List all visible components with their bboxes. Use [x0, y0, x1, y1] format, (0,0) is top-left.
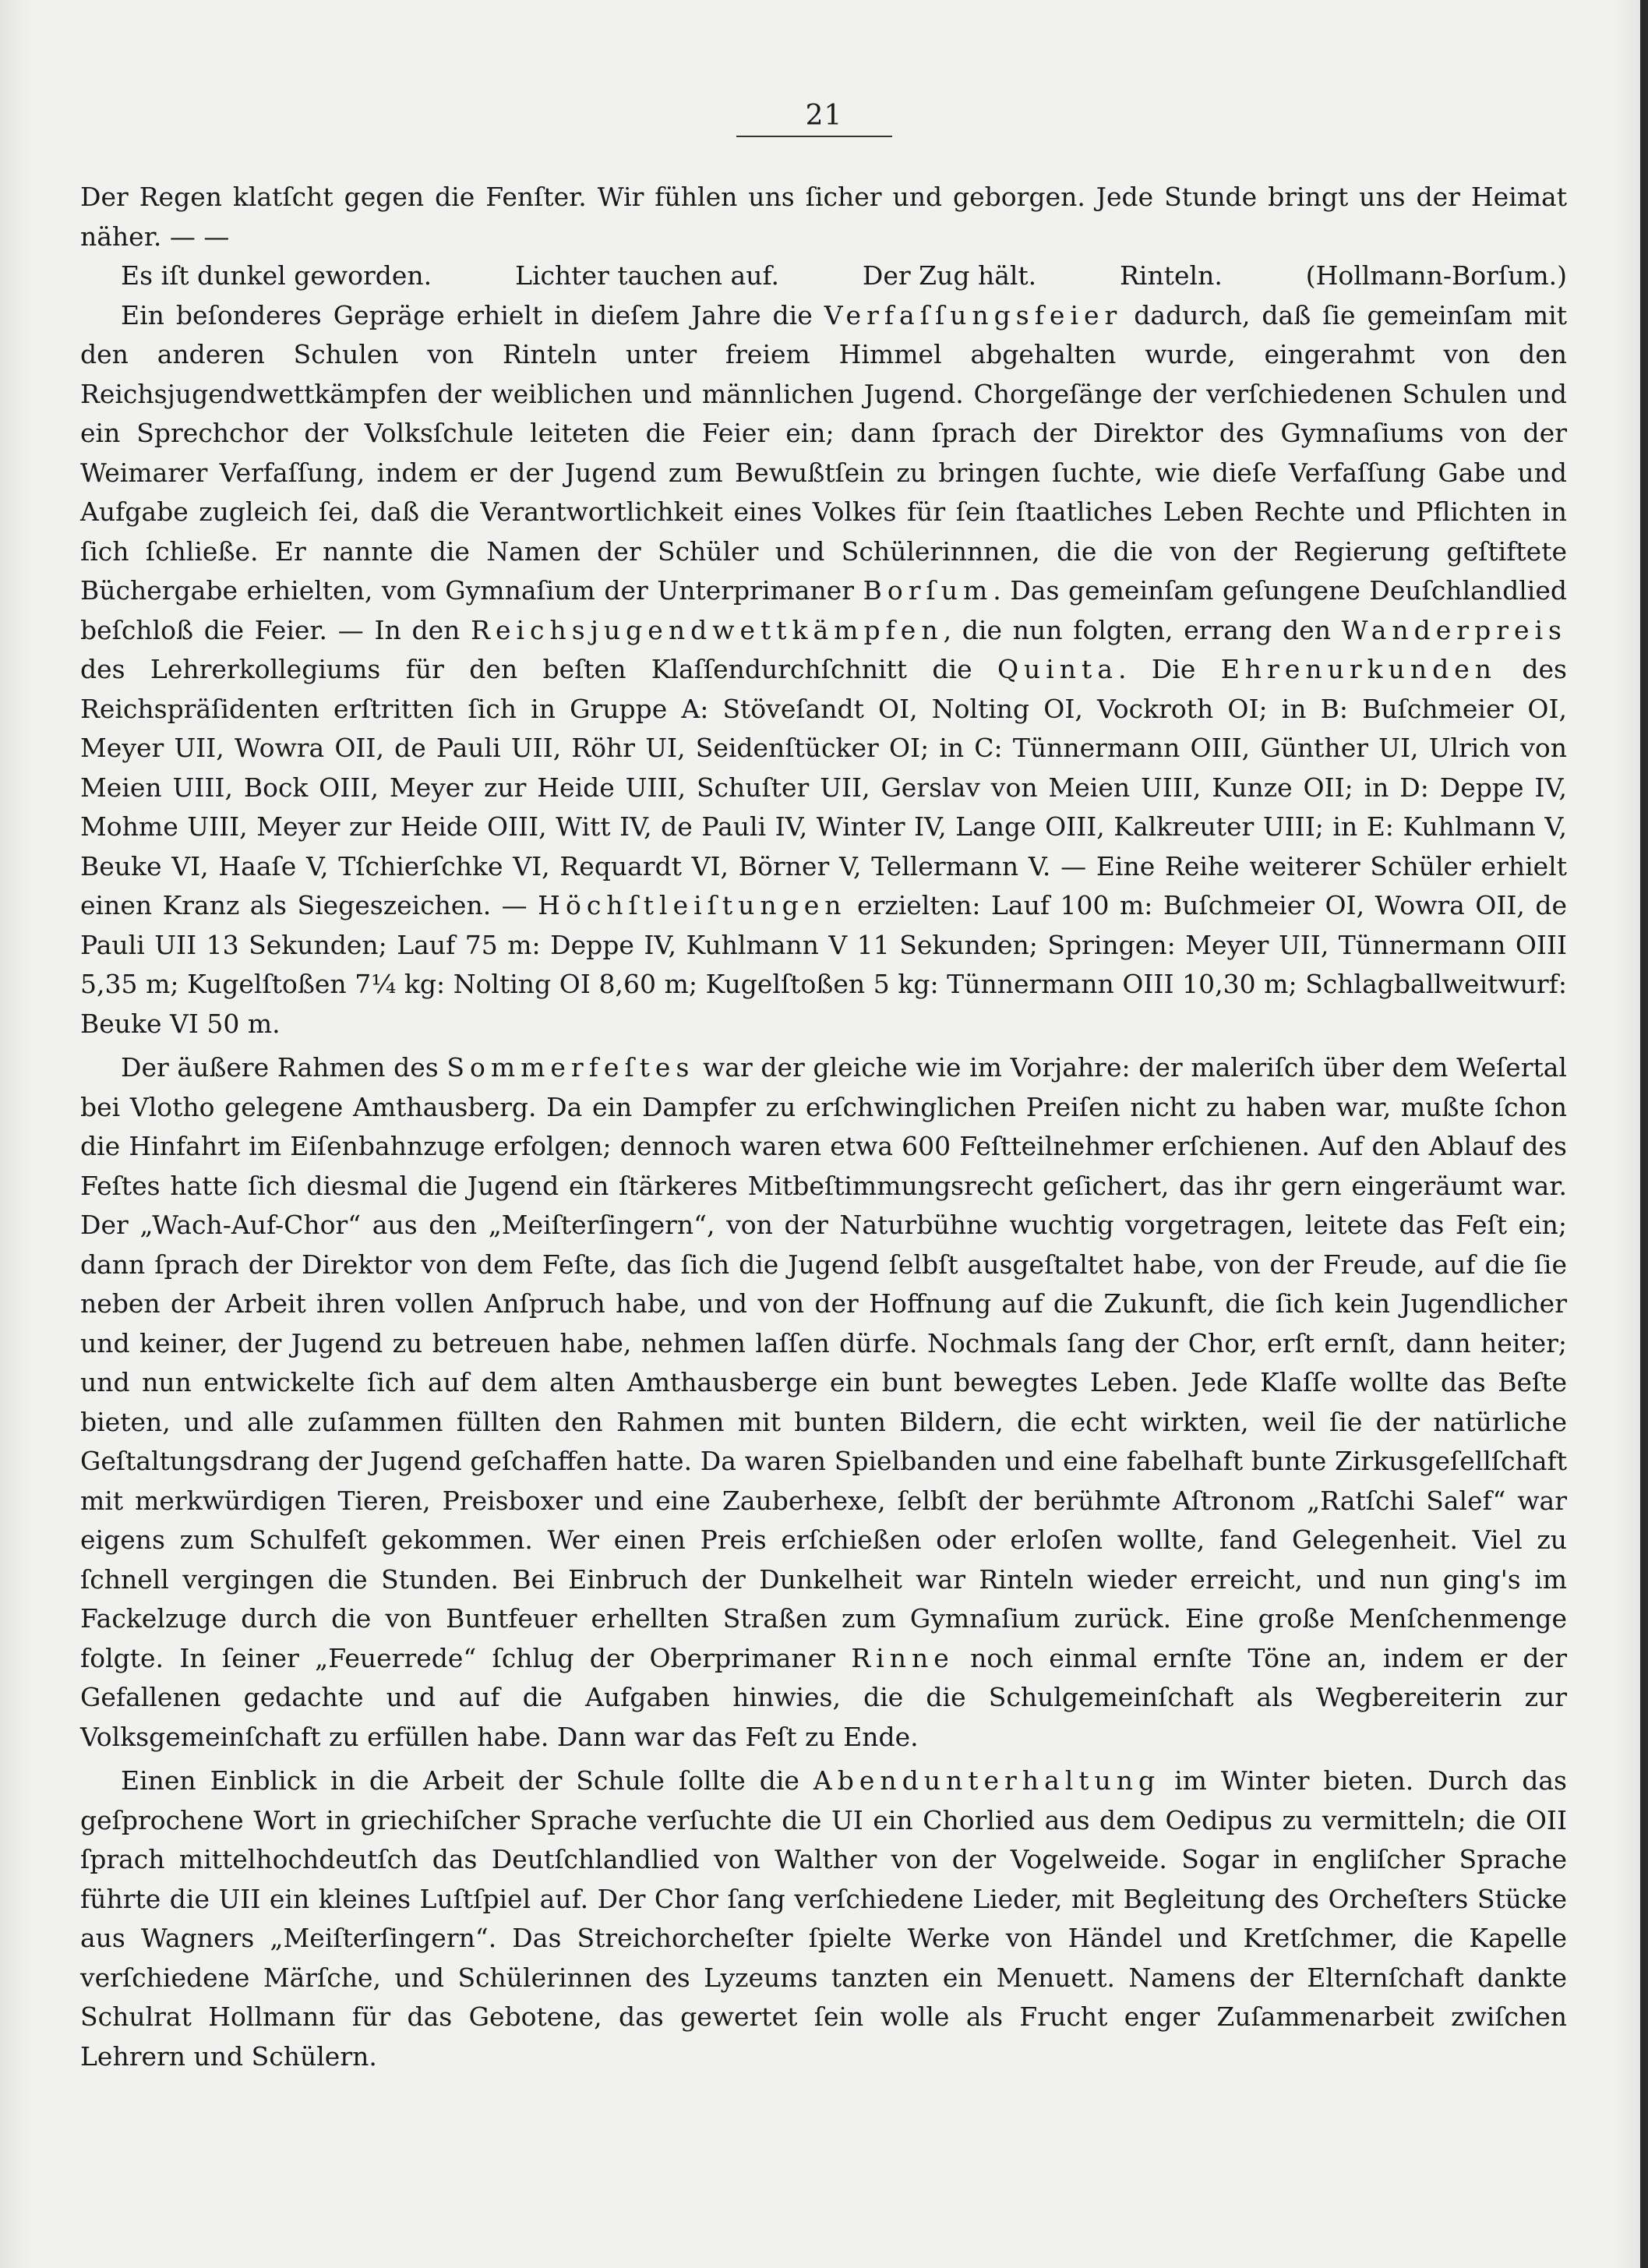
paragraph-abendunterhaltung — [80, 1761, 1567, 2076]
spaced-term: Höchſtleiſtungen — [538, 890, 847, 920]
text-run: erzielten: Lauf 100 m: Buſchmeier OI, Wowra OII, de Pauli UII 13 Sekunden; Lauf 75 m: Deppe IV, Kuhlmann V 11 Sekunden; Springen: Meyer UII, Tünnermann OIII 5,35 m; Kugelſtoßen 7¼ kg: Nolting OI 8,60 m; Kugelſtoßen 5 kg: Tünnermann OIII 10,30 m; Schlagballweitwurf: Beuke VI 50 m. — [80, 890, 1568, 1039]
text-run: Einen Einblick in die Arbeit der Schule ſollte die — [121, 1765, 813, 1796]
text-run: im Winter bieten. Durch das geſprochene Wort in griechiſcher Sprache verſuchte die UI ein Chorlied aus dem Oedipus zu vermitteln; die OII ſprach mittelhochdeutſch das Deutſchlandlied von Walther von der Vogelweide. Sogar in engliſcher Sprache führte die UII ein kleines Luſtſpiel auf. Der Chor ſang verſchiedene Lieder, mit Begleitung des Orcheſters Stücke aus Wagners „Meiſterſingern“. Das Streichorcheſter ſpielte Werke von Händel und Kretſchmer, die Kapelle verſchiedene Märſche, und Schülerinnen des Lyzeums tanzten ein Menuett. Namens der Elternſchaft dankte Schulrat Hollmann für das Gebotene, das gewertet ſein wolle als Frucht enger Zuſammenarbeit zwiſchen Lehrern und Schülern. — [80, 1765, 1567, 2072]
paragraph-sommerfest — [80, 1048, 1567, 1757]
spaced-name: Borſum — [863, 575, 993, 606]
spaced-term: Verfaſſungsfeier — [824, 299, 1123, 330]
text-run: Ein beſonderes Gepräge erhielt in dieſem Jahre die — [121, 299, 824, 330]
page-edge-shadow — [1640, 0, 1648, 2268]
spaced-name: Rinne — [851, 1642, 955, 1673]
text-run: des Reichspräſidenten erſtritten ſich in Gruppe A: Stöveſandt OI, Nolting OI, Vockroth OI; in B: Buſchmeier OI, Meyer UII, Wowra OII, de Pauli UII, Röhr UI, Seidenſtücker OI; in C: Tünnermann OIII, Günther UI, Ulrich von Meien UIII, Bock OIII, Meyer zur Heide UIII, Schuſter UII, Gerslav von Meien UIII, Kunze OII; in D: Deppe IV, Mohme UIII, Meyer zur Heide OIII, Witt IV, de Pauli IV, Winter IV, Lange OIII, Kalkreuter UIII; in E: Kuhlmann V, Beuke VI, Haaſe V, Tſchierſchke VI, Requardt VI, Börner V, Tellermann V. — Eine Reihe weiterer Schüler erhielt einen Kranz als Siegeszeichen. — — [80, 654, 1567, 920]
spaced-term: Abendunterhaltung — [813, 1765, 1161, 1796]
text-run: dadurch, daß ſie gemeinſam mit den anderen Schulen von Rinteln unter freiem Himmel abgehalten wurde, eingerahmt von den Reichsjugendwettkämpfen der weiblichen und männlichen Jugend. Chorgeſänge der verſchiedenen Schulen und ein Sprechchor der Volksſchule leiteten die Feier ein; dann ſprach der Direktor des Gymnaſiums von der Weimarer Verfaſſung, indem er der Jugend zum Bewußtſein zu bringen ſuchte, wie dieſe Verfaſſung Gabe und Aufgabe zugleich ſei, daß die Verantwortlichkeit eines Volkes für ſein ſtaatliches Leben Rechte und Pflichten in ſich ſchließe. Er nannte die Namen der Schüler und Schülerinnnen, die die von der Regierung geſtiftete Büchergabe erhielten, vom Gymnaſium der Unterprimaner — [80, 299, 1567, 606]
intro-citation-line — [80, 256, 1567, 296]
spaced-term: Ehrenurkunden — [1220, 654, 1498, 684]
body-text — [80, 178, 1567, 2076]
spaced-term: Wanderpreis — [1341, 614, 1567, 645]
intro-sentence-1: Es iſt dunkel geworden. — [121, 260, 432, 291]
spaced-term: Quinta — [997, 654, 1118, 684]
text-run: Der äußere Rahmen des — [121, 1052, 447, 1083]
text-run: des Lehrerkollegiums für den beſten Klaſſendurchſchnitt die — [80, 654, 997, 684]
spaced-term: Sommerfeſtes — [446, 1052, 695, 1083]
intro-sentence-3: Der Zug hält. — [862, 260, 1037, 291]
page-number: 21 — [805, 100, 843, 132]
author-citation: (Hollmann-Borſum.) — [1305, 260, 1567, 291]
intro-line-1: Der Regen klatſcht gegen die Fenſter. Wir fühlen uns ſicher und geborgen. Jede Stunde bringt uns der Heimat näher. — — — [80, 182, 1567, 252]
paragraph-verfassungsfeier — [80, 296, 1567, 1044]
text-run: , die nun folgten, errang den — [943, 614, 1342, 645]
text-run: war der gleiche wie im Vorjahre: der maleriſch über dem Weſertal bei Vlotho gelegene Amthausberg. Da ein Dampfer zu erſchwinglichen Preiſen nicht zu haben war, mußte ſchon die Hinfahrt im Eiſenbahnzuge erfolgen; dennoch waren etwa 600 Feſtteilnehmer erſchienen. Auf den Ablauf des Feſtes hatte ſich diesmal die Jugend ein ſtärkeres Mitbeſtimmungsrecht geſichert, das ihr gern eingeräumt war. Der „Wach-Auf-Chor“ aus den „Meiſterſingern“, von der Naturbühne wuchtig vorgetragen, leitete das Feſt ein; dann ſprach der Direktor von dem Feſte, das ſich die Jugend ſelbſt ausgeſtaltet habe, von der Freude, auf die ſie neben der Arbeit ihren vollen Anſpruch habe, und von der Hoffnung auf die Zukunft, die ſich kein Jugendlicher und keiner, der Jugend zu betreuen habe, nehmen laſſen dürfe. Nochmals ſang der Chor, erſt ernſt, dann heiter; und nun entwickelte ſich auf dem alten Amthausberge ein bunt bewegtes Leben. Jede Klaſſe wollte das Beſte bieten, und alle zuſammen füllten den Rahmen mit bunten Bildern, die echt wirkten, weil ſie der natürliche Geſtaltungsdrang der Jugend geſchaffen hatte. Da waren Spielbanden und eine fabelhaft bunte Zirkusgeſellſchaft mit merkwürdigen Tieren, Preisboxer und eine Zauberhexe, ſelbſt der berühmte Aſtronom „Ratſchi Salef“ war eigens zum Schulfeſt gekommen. Wer einen Preis erſchießen oder erloſen wollte, fand Gelegenheit. Viel zu ſchnell vergingen die Stunden. Bei Einbruch der Dunkelheit war Rinteln wieder erreicht, und nun ging's im Fackelzuge durch die von Buntfeuer erhellten Straßen zum Gymnaſium zurück. Eine große Menſchenmenge folgte. In ſeiner „Feuerrede“ ſchlug der Oberprimaner — [80, 1052, 1567, 1673]
intro-sentence-2: Lichter tauchen auf. — [515, 260, 779, 291]
intro-sentence-4: Rinteln. — [1120, 260, 1223, 291]
intro-paragraph — [80, 178, 1567, 256]
text-run: noch einmal ernſte Töne an, indem er der Gefallenen gedachte und auf die Aufgaben hinwies, die die Schulgemeinſchaft als Wegbereiterin zur Volksgemeinſchaft zu erfüllen habe. Dann war das Feſt zu Ende. — [80, 1642, 1567, 1752]
page-number-rule — [736, 136, 892, 137]
text-run: . Das gemeinſam geſungene Deuſchlandlied beſchloß die Feier. — In den — [80, 575, 1567, 645]
spaced-term: Reichsjugendwettkämpfen — [471, 614, 944, 645]
text-run: . Die — [1118, 654, 1221, 684]
